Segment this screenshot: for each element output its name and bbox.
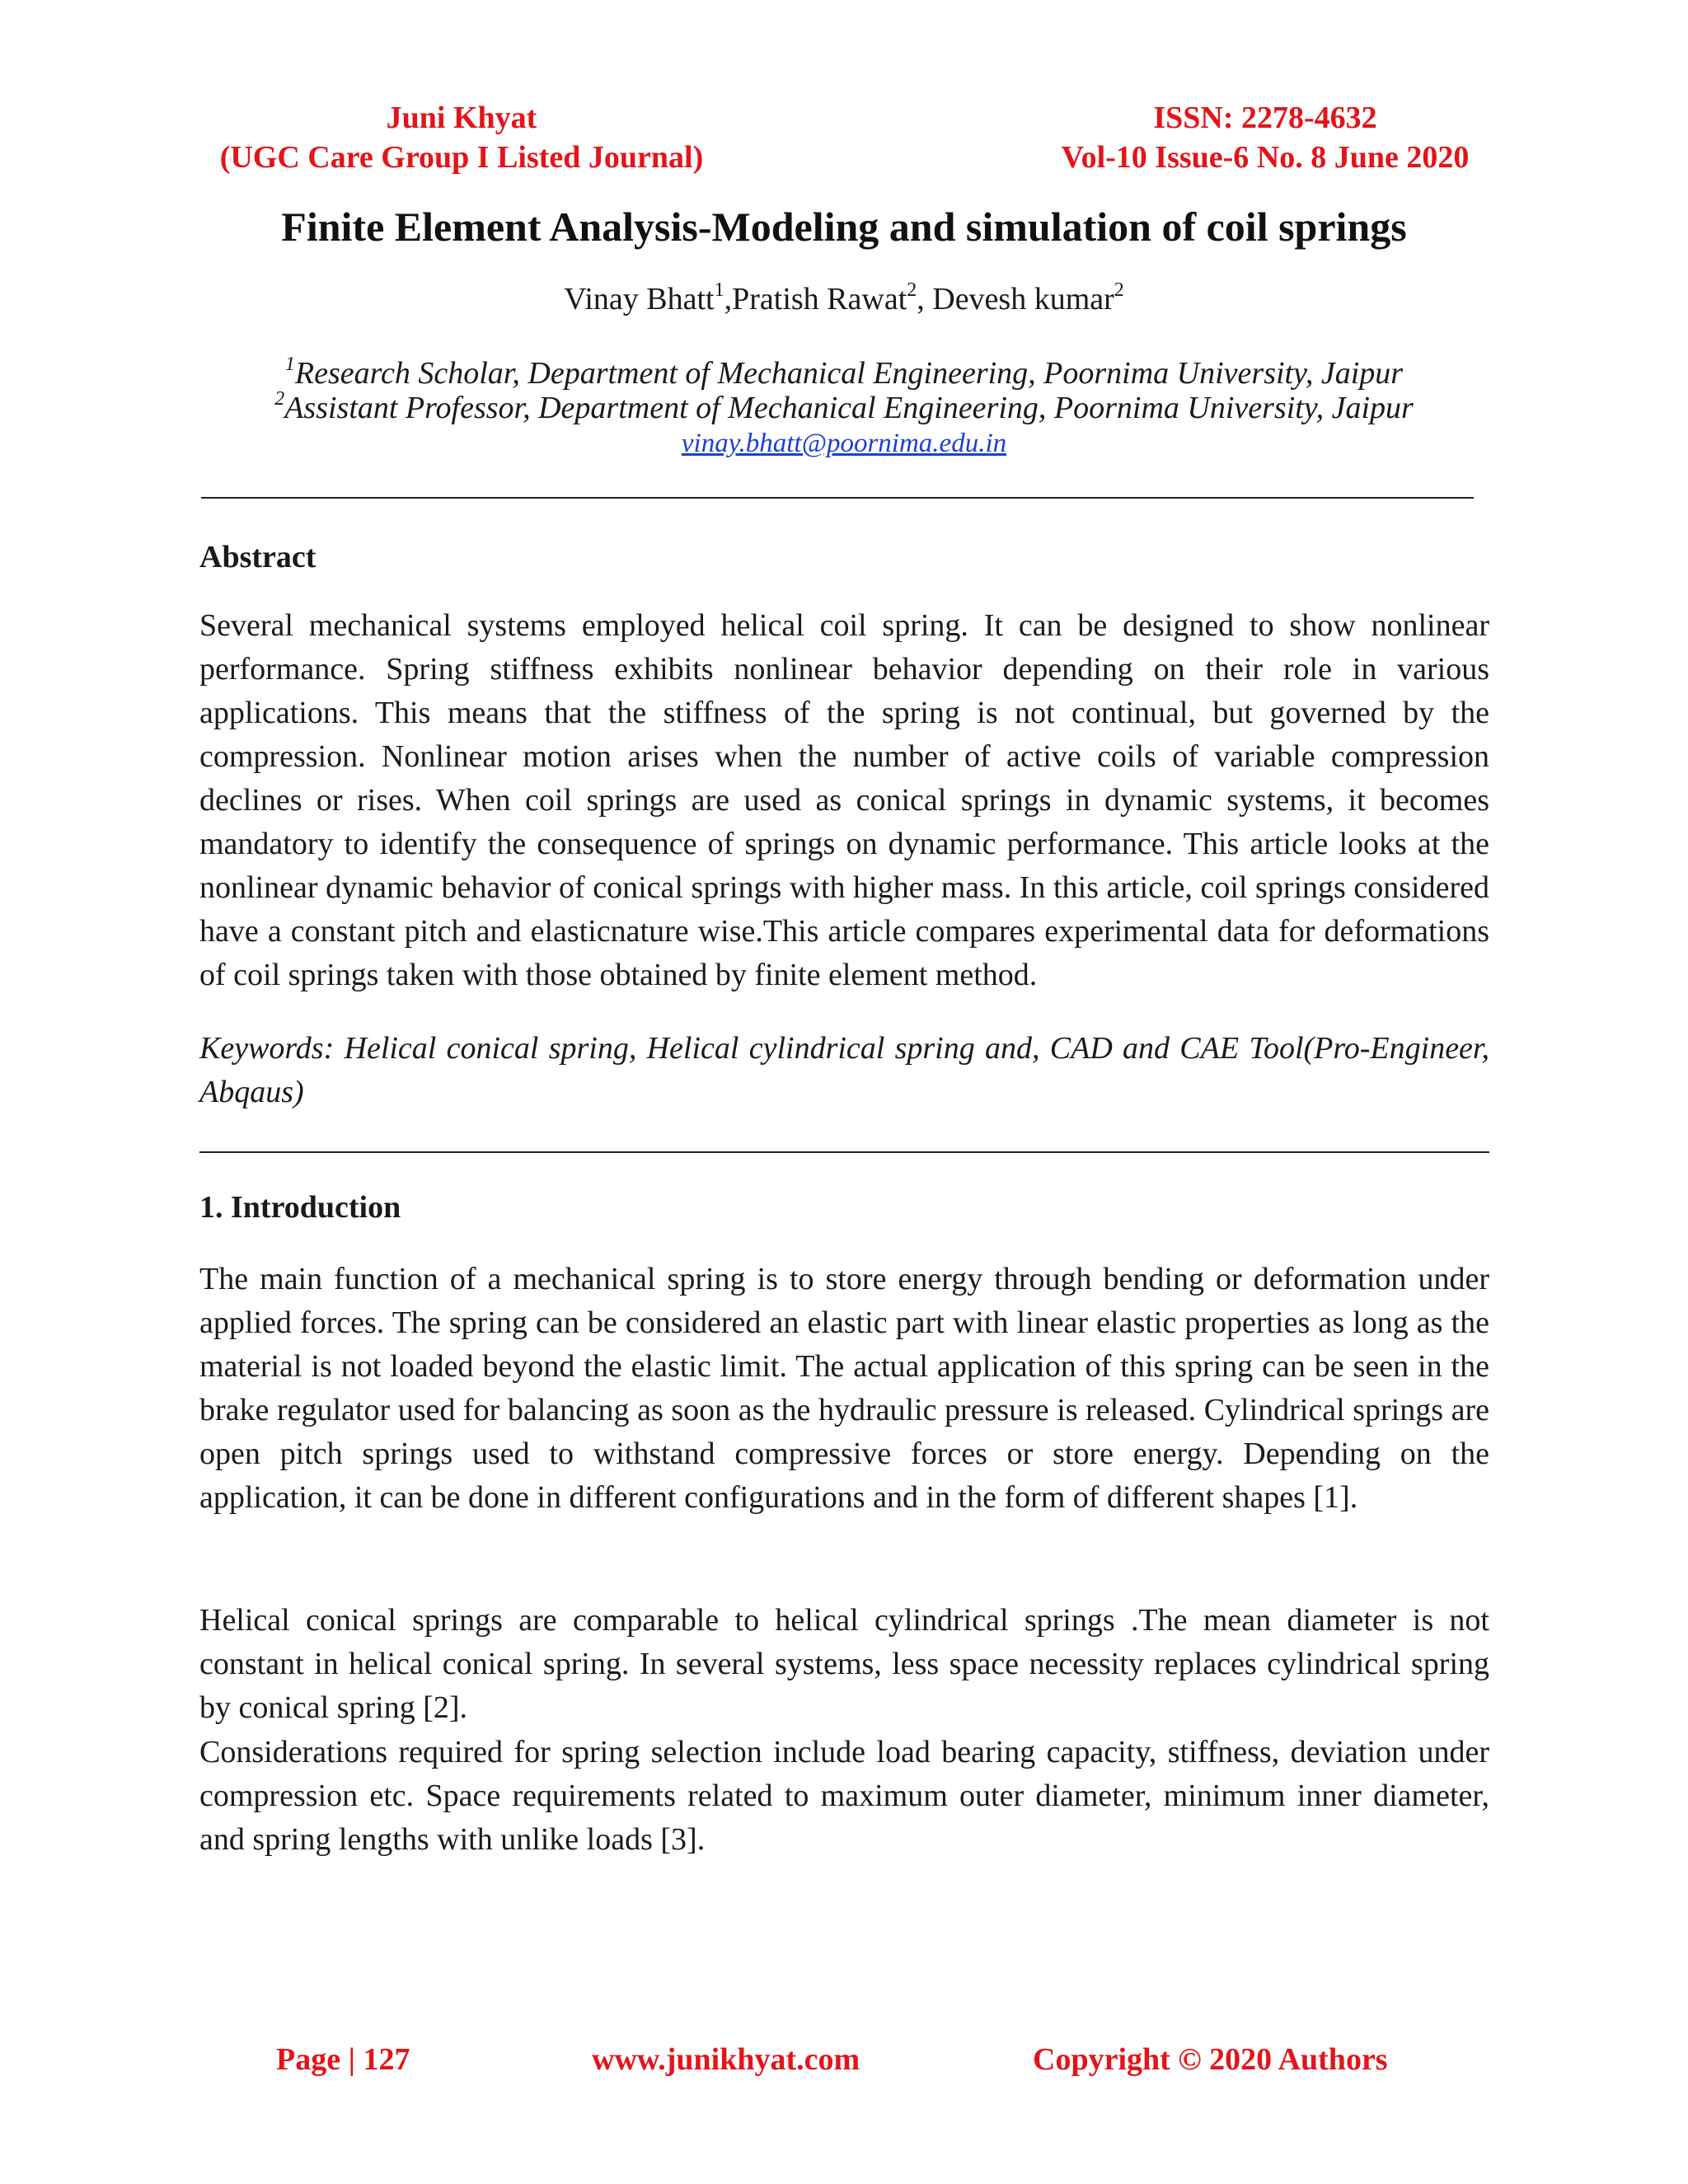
affiliation-mark: 2 — [274, 388, 285, 410]
affiliation-text: Research Scholar, Department of Mechanical Engineering, Poornima University, Jaipur — [294, 356, 1404, 391]
introduction-paragraph-1: The main function of a mechanical spring is to store energy through bending or deformation under applied forces. The spring can be considered an elastic part with linear elastic properties as long as the material is not loaded beyond the elastic limit. The actual application of this spring can be seen in the brake regulator used for balancing as soon as the hydraulic pressure is released. Cylindrical springs are open pitch springs used to withstand compressive forces or store energy. Depending on the application, it can be done in different configurations and in the form of different shapes [1]. — [199, 1262, 1489, 1515]
journal-listing: (UGC Care Group I Listed Journal) — [219, 140, 704, 175]
journal-name: Juni Khyat — [386, 101, 537, 135]
affiliation-mark: 1 — [284, 354, 295, 375]
introduction-paragraph-2: Helical conical springs are comparable to helical cylindrical springs .The mean diameter is not constant in helical conical spring. In several systems, less space necessity replaces cylindrical spring by conical spring [2]. — [199, 1603, 1489, 1725]
divider-top — [201, 497, 1474, 499]
issue-info: Vol-10 Issue-6 No. 8 June 2020 — [1061, 140, 1470, 175]
divider-bottom — [199, 1151, 1489, 1153]
abstract-text: Several mechanical systems employed helical coil spring. It can be designed to show nonlinear performance. Spring stiffness exhibits nonlinear behavior depending on their role in various applications. This means that the stiffness of the spring is not continual, but governed by the compression. Nonlinear motion arises when the number of active coils of variable compression declines or rises. When coil springs are used as conical springs in dynamic systems, it becomes mandatory to identify the consequence of springs on dynamic performance. This article looks at the nonlinear dynamic behavior of conical springs with higher mass. In this article, coil springs considered have a constant pitch and elasticnature wise.This article compares experimental data for deformations of coil springs taken with those obtained by finite element method. — [199, 608, 1489, 992]
author-affiliation-mark: 2 — [1114, 279, 1124, 301]
copyright-notice: Copyright © 2020 Authors — [1033, 2042, 1388, 2077]
introduction-paragraph-3: Considerations required for spring selection include load bearing capacity, stiffness, deviation under compression etc. Space requirements related to maximum outer diameter, minimum inner diameter, and spring lengths with unlike loads [3]. — [199, 1735, 1489, 1857]
keywords: Keywords: Helical conical spring, Helical cylindrical spring and, CAD and CAE Tool(Pro-Engineer, Abqaus) — [199, 1031, 1489, 1109]
author-email-link[interactable]: vinay.bhatt@poornima.edu.in — [681, 429, 1007, 458]
author-separator: , — [724, 282, 733, 316]
journal-header — [0, 99, 1688, 181]
affiliation-text: Assistant Professor, Department of Mechanical Engineering, Poornima University, Jaipur — [284, 391, 1414, 425]
author-name: Devesh kumar — [932, 282, 1114, 316]
affiliation-1 — [0, 356, 1688, 391]
affiliation-2 — [0, 388, 1688, 425]
journal-website[interactable]: www.junikhyat.com — [592, 2042, 860, 2077]
author-name: Pratish Rawat — [732, 282, 907, 316]
paper-title: Finite Element Analysis-Modeling and simulation of coil springs — [281, 204, 1407, 250]
introduction-heading: 1. Introduction — [199, 1190, 401, 1225]
author-affiliation-mark: 1 — [714, 279, 724, 301]
email-line — [0, 427, 1688, 460]
page-number: Page | 127 — [276, 2042, 410, 2077]
abstract-heading: Abstract — [199, 540, 316, 574]
author-name: Vinay Bhatt — [564, 282, 715, 316]
author-list — [0, 279, 1688, 320]
author-separator: , — [917, 282, 933, 316]
issn: ISSN: 2278-4632 — [1153, 101, 1377, 135]
author-affiliation-mark: 2 — [907, 279, 917, 301]
